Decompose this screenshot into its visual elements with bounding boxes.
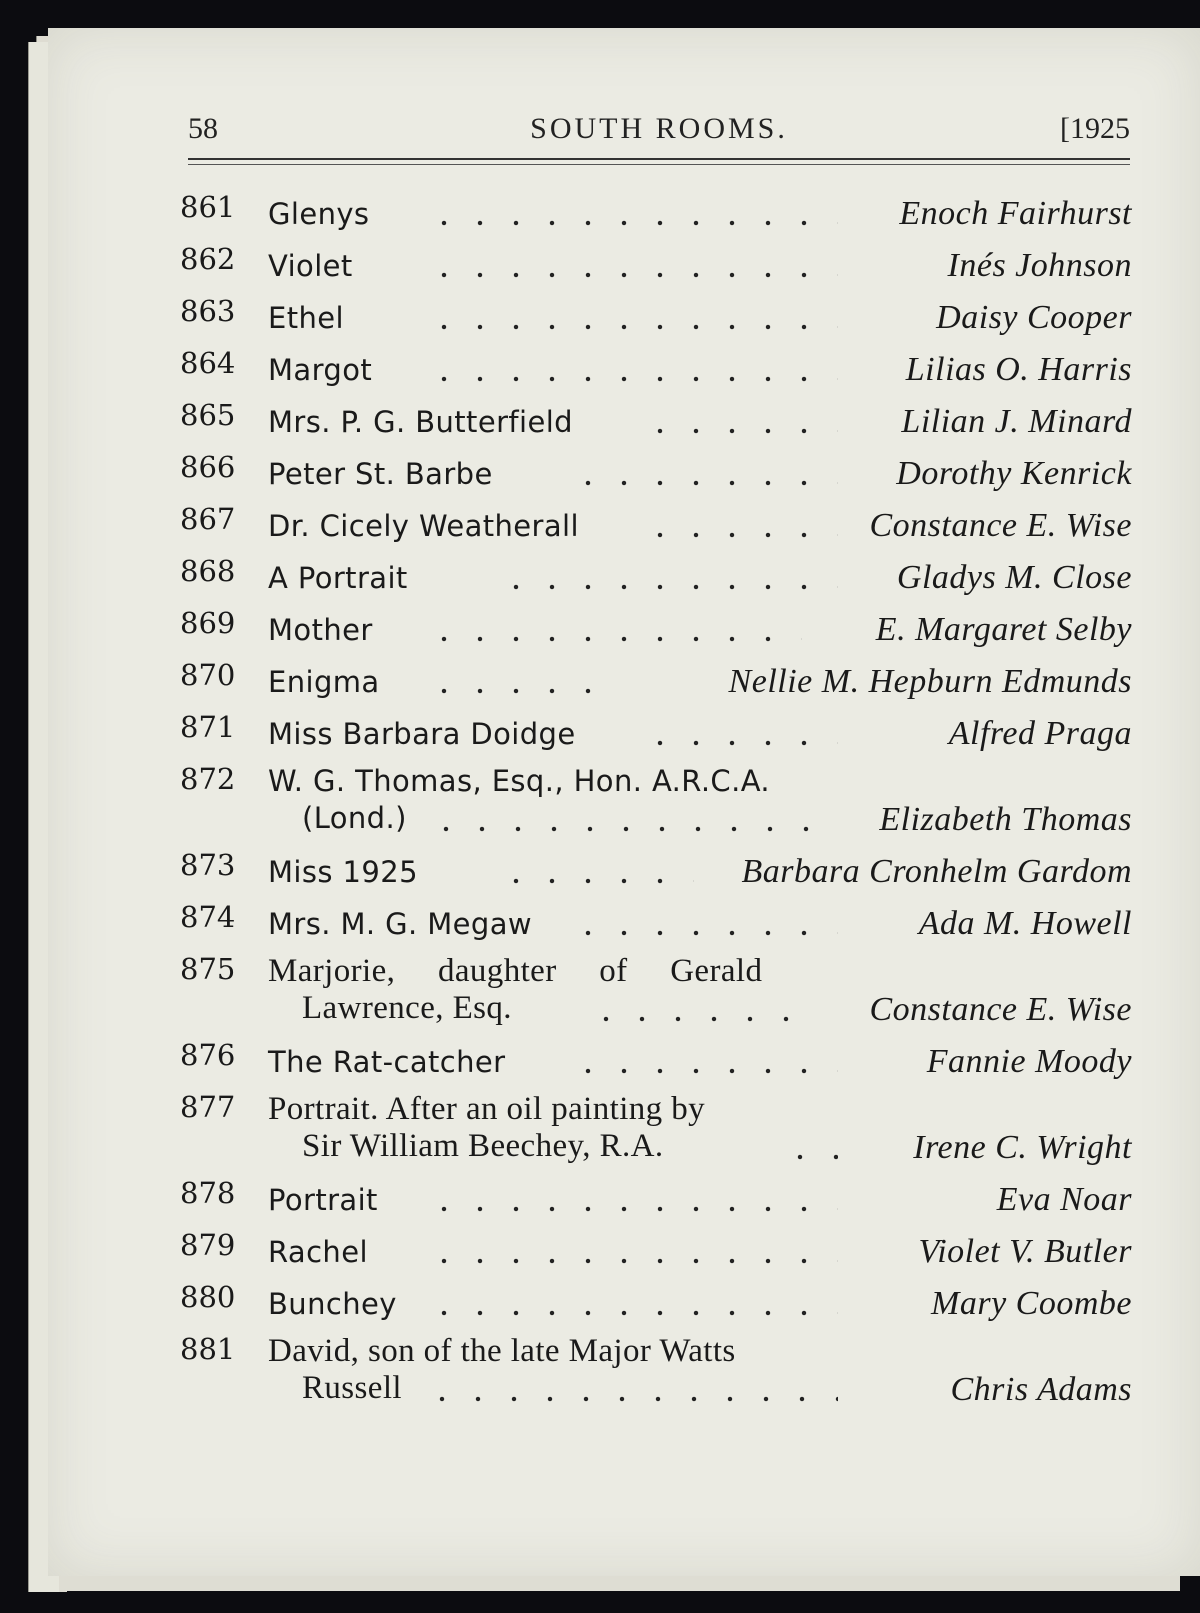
entry-artist: Mary Coombe: [931, 1285, 1132, 1322]
entry-artist: Irene C. Wright: [913, 1129, 1132, 1166]
page-header: [188, 108, 1130, 156]
entry-title: Margot: [268, 353, 373, 387]
page-number: 58: [188, 112, 218, 145]
entry-artist: Constance E. Wise: [869, 991, 1132, 1028]
entry-number: 880: [180, 1280, 236, 1314]
entry-artist: Inés Johnson: [947, 247, 1132, 284]
catalogue-entry: [176, 900, 1134, 952]
catalogue-entry: [176, 762, 1134, 848]
dot-leader: [426, 634, 802, 644]
dot-leader: [426, 1308, 838, 1318]
entry-title: W. G. Thomas, Esq., Hon. A.R.C.A.: [268, 764, 771, 798]
dot-leader: [498, 876, 694, 886]
catalogue-entry: [176, 848, 1134, 900]
dot-leader: [782, 1152, 838, 1162]
entry-title: Peter St. Barbe: [268, 457, 493, 491]
entry-artist: Violet V. Butler: [918, 1233, 1132, 1270]
entry-artist: Fannie Moody: [926, 1043, 1132, 1080]
entry-number: 874: [180, 900, 236, 934]
entry-artist: Nellie M. Hepburn Edmunds: [728, 663, 1132, 700]
catalogue-entry: [176, 1228, 1134, 1280]
dot-leader: [570, 478, 838, 488]
catalogue-entry: [176, 1176, 1134, 1228]
entry-title: Dr. Cicely Weatherall: [268, 509, 579, 543]
dot-leader: [498, 582, 838, 592]
entry-title: Marjorie, daughter of Gerald: [268, 953, 763, 989]
entry-number: 861: [180, 190, 236, 224]
entry-number: 873: [180, 848, 236, 882]
entry-artist: Chris Adams: [950, 1371, 1132, 1408]
entry-number: 875: [180, 952, 236, 986]
entry-title-continued: Lawrence, Esq.: [302, 990, 512, 1026]
catalogue-entry: [176, 190, 1134, 242]
catalogue-entry: [176, 502, 1134, 554]
year-label: [1925: [1060, 112, 1130, 145]
entry-number: 881: [180, 1332, 236, 1366]
dot-leader: [426, 374, 838, 384]
entry-artist: Lilian J. Minard: [901, 403, 1132, 440]
entry-title: Portrait: [268, 1183, 378, 1217]
entry-artist: Elizabeth Thomas: [879, 801, 1132, 838]
entry-artist: Gladys M. Close: [896, 559, 1132, 596]
entry-number: 870: [180, 658, 236, 692]
catalogue-entry: [176, 398, 1134, 450]
entry-number: 867: [180, 502, 236, 536]
entry-number: 862: [180, 242, 236, 276]
entry-title: Mrs. M. G. Megaw: [268, 907, 533, 941]
entry-artist: Enoch Fairhurst: [899, 195, 1132, 232]
catalogue-entry: [176, 606, 1134, 658]
entry-artist: Alfred Praga: [948, 715, 1132, 752]
dot-leader: [426, 686, 610, 696]
dot-leader: [570, 928, 838, 938]
entry-artist: Daisy Cooper: [936, 299, 1132, 336]
catalogue-list: [176, 190, 1134, 1418]
entry-title: Violet: [268, 249, 353, 283]
entry-number: 871: [180, 710, 236, 744]
dot-leader: [426, 218, 838, 228]
entry-artist: E. Margaret Selby: [875, 611, 1132, 648]
entry-title: A Portrait: [268, 561, 408, 595]
section-title: SOUTH ROOMS.: [530, 112, 788, 145]
entry-title-continued: (Lond.): [302, 801, 407, 835]
catalogue-entry: [176, 450, 1134, 502]
dot-leader: [424, 1394, 838, 1404]
entry-number: 863: [180, 294, 236, 328]
entry-title-continued: Russell: [302, 1370, 402, 1406]
catalogue-entry: [176, 658, 1134, 710]
entry-number: 866: [180, 450, 236, 484]
entry-number: 872: [180, 762, 236, 796]
entry-number: 876: [180, 1038, 236, 1072]
entry-artist: Dorothy Kenrick: [896, 455, 1132, 492]
catalogue-entry: [176, 952, 1134, 1038]
entry-number: 869: [180, 606, 236, 640]
catalogue-entry: [176, 1038, 1134, 1090]
catalogue-entry: [176, 346, 1134, 398]
entry-title: Rachel: [268, 1235, 368, 1269]
entry-title: David, son of the late Major Watts: [268, 1333, 736, 1369]
header-rule: [188, 164, 1130, 165]
entry-title: Enigma: [268, 665, 380, 699]
entry-number: 879: [180, 1228, 236, 1262]
entry-number: 878: [180, 1176, 236, 1210]
entry-number: 877: [180, 1090, 236, 1124]
entry-number: 865: [180, 398, 236, 432]
dot-leader: [426, 1256, 838, 1266]
entry-title-continued: Sir William Beechey, R.A.: [302, 1128, 664, 1164]
entry-title: Miss Barbara Doidge: [268, 717, 576, 751]
entry-title: Portrait. After an oil painting by: [268, 1091, 706, 1127]
entry-title: Mother: [268, 613, 373, 647]
catalogue-entry: [176, 554, 1134, 606]
entry-number: 868: [180, 554, 236, 588]
catalogue-entry: [176, 1280, 1134, 1332]
entry-artist: Constance E. Wise: [869, 507, 1132, 544]
dot-leader: [642, 426, 838, 436]
entry-artist: Ada M. Howell: [918, 905, 1132, 942]
entry-number: 864: [180, 346, 236, 380]
dot-leader: [428, 824, 838, 834]
entry-artist: Barbara Cronhelm Gardom: [741, 853, 1132, 890]
dot-leader: [642, 530, 838, 540]
dot-leader: [570, 1066, 838, 1076]
dot-leader: [426, 322, 838, 332]
catalogue-entry: [176, 242, 1134, 294]
catalogue-entry: [176, 1090, 1134, 1176]
dot-leader: [426, 270, 838, 280]
entry-artist: Eva Noar: [996, 1181, 1132, 1218]
entry-title: Ethel: [268, 301, 344, 335]
catalogue-entry: [176, 1332, 1134, 1418]
entry-title: Glenys: [268, 197, 370, 231]
catalogue-entry: [176, 294, 1134, 346]
header-rule: [188, 158, 1130, 160]
entry-artist: Lilias O. Harris: [905, 351, 1132, 388]
catalogue-entry: [176, 710, 1134, 762]
dot-leader: [588, 1014, 802, 1024]
entry-title: Bunchey: [268, 1287, 397, 1321]
entry-title: The Rat-catcher: [268, 1045, 506, 1079]
dot-leader: [426, 1204, 838, 1214]
entry-title: Mrs. P. G. Butterfield: [268, 405, 573, 439]
dot-leader: [642, 738, 838, 748]
entry-title: Miss 1925: [268, 855, 418, 889]
